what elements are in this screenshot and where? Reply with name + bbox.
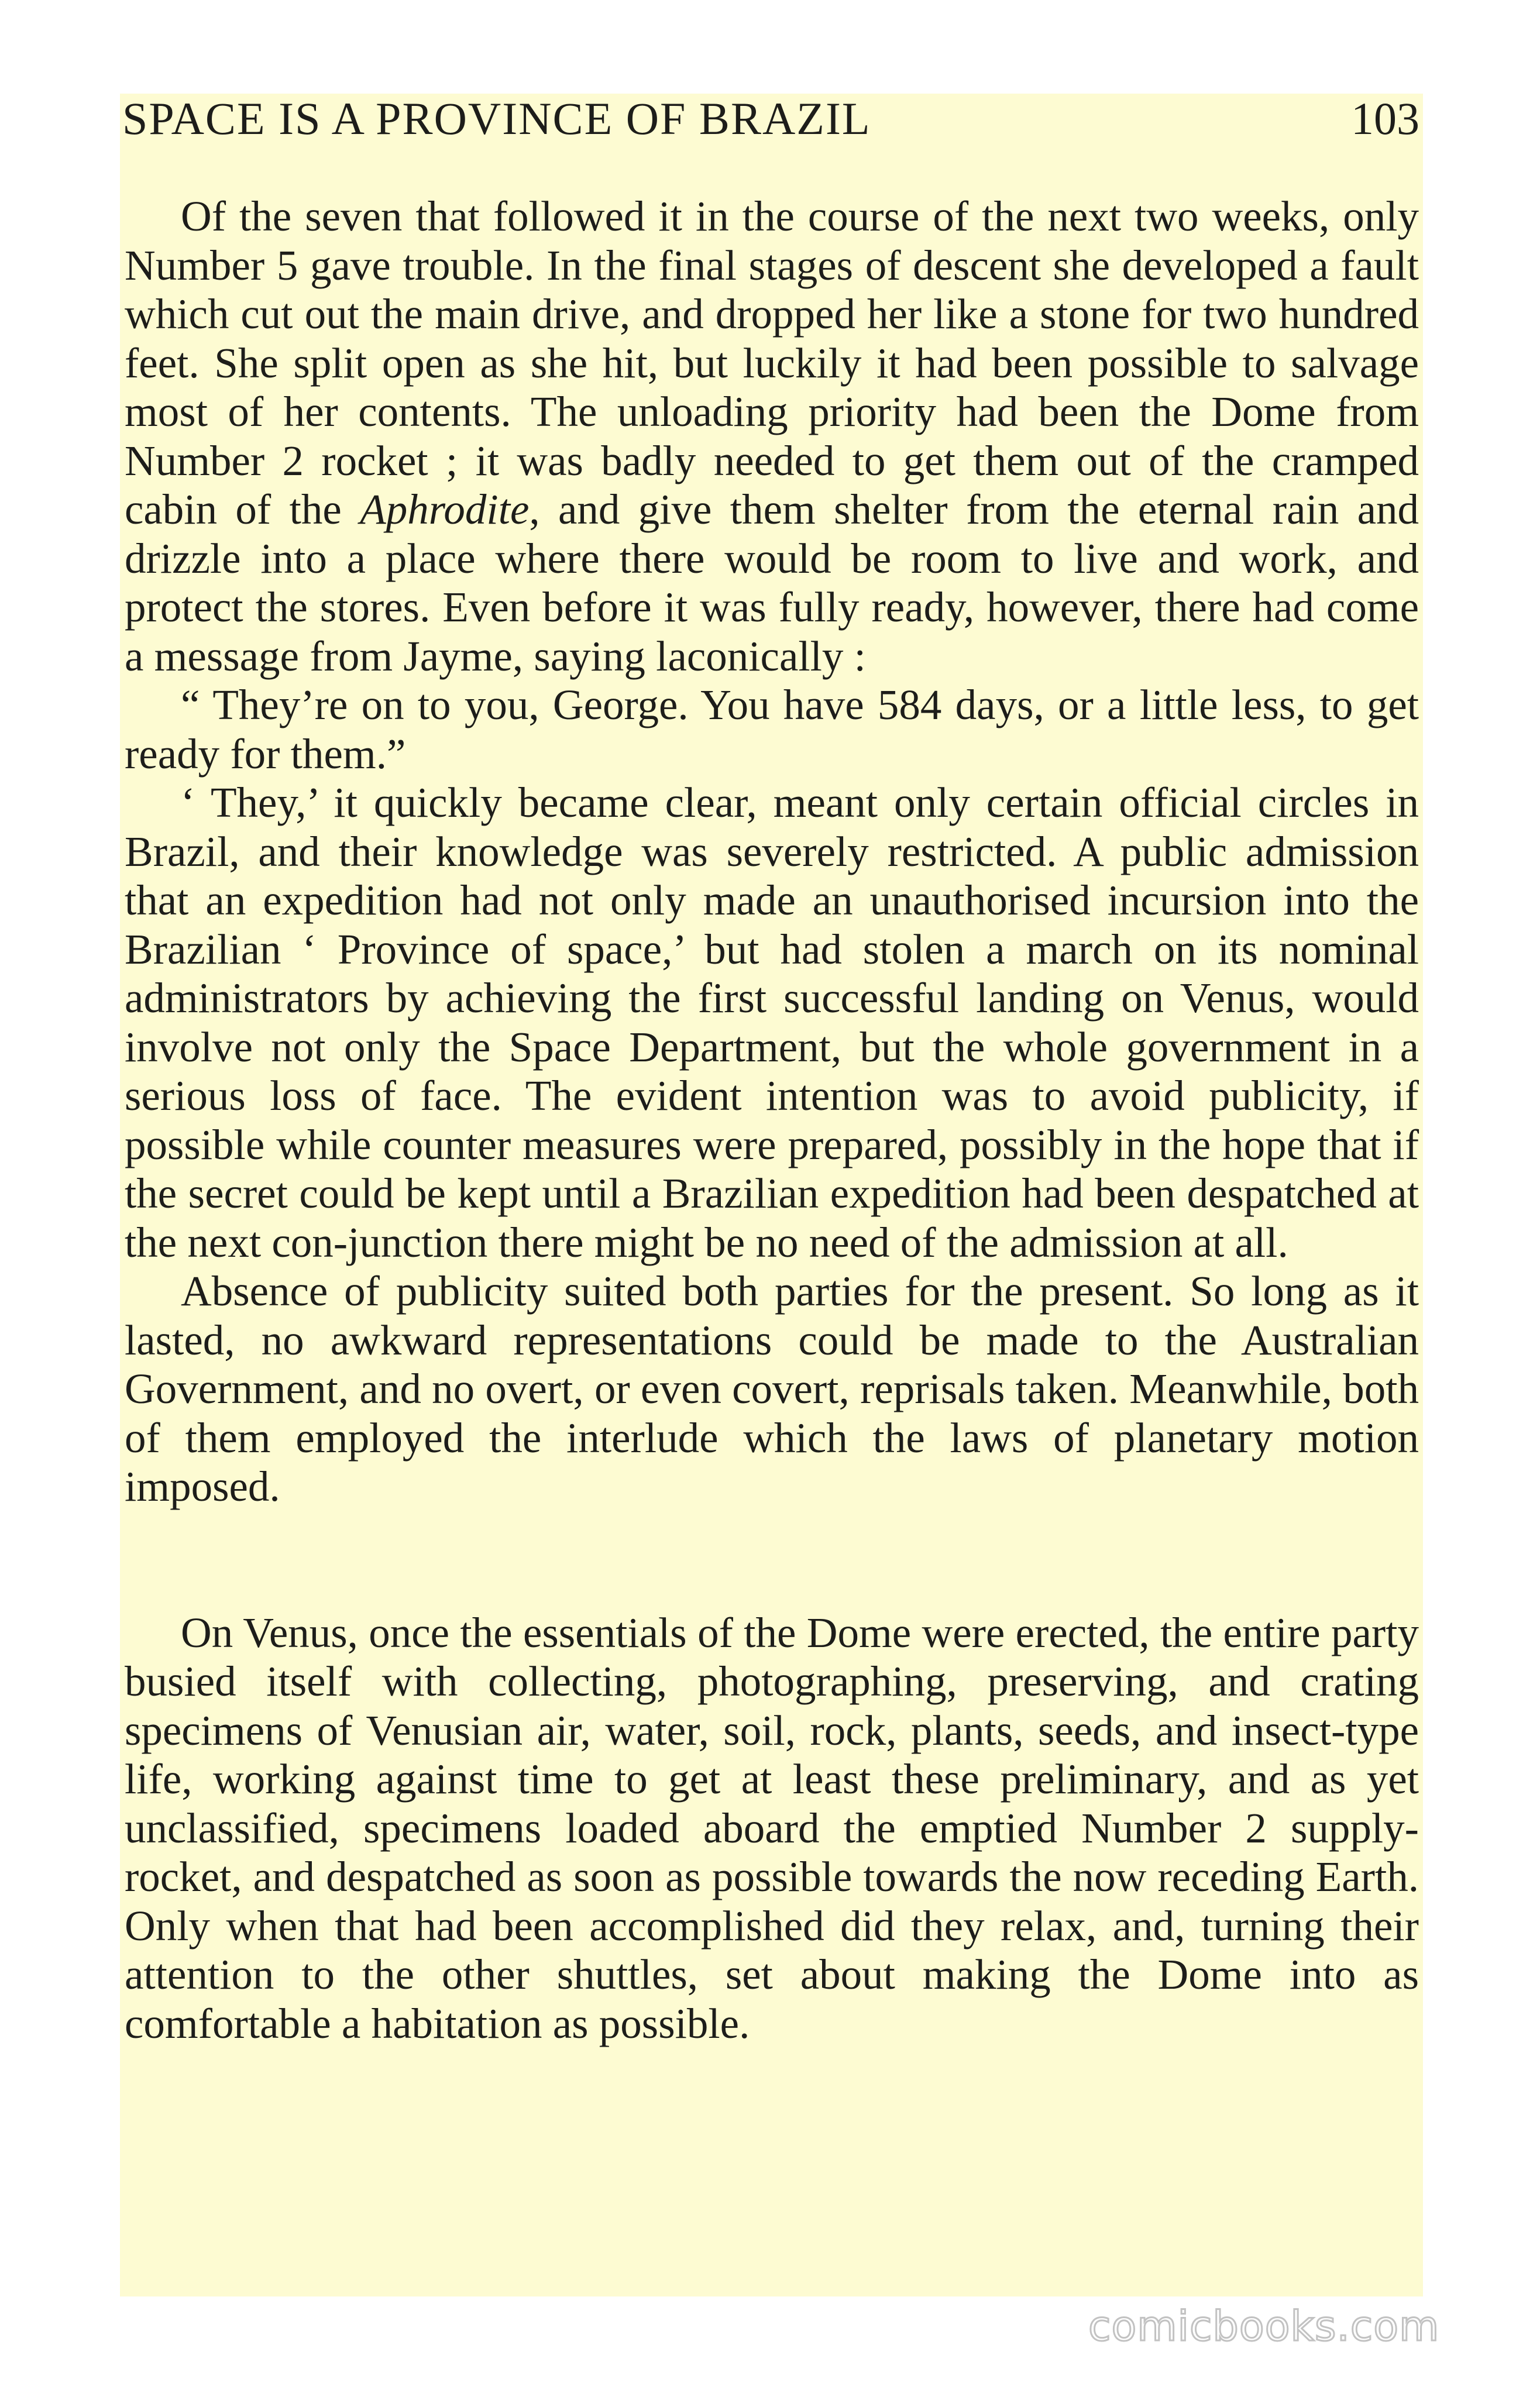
running-title: SPACE IS A PROVINCE OF BRAZIL: [122, 93, 871, 144]
page-number: 103: [1351, 93, 1419, 144]
paragraph-2-quote: “ They’re on to you, George. You have 584 days, or a little less, to get ready for them.”: [125, 681, 1419, 778]
paragraph-3: ‘ They,’ it quickly became clear, meant only certain official circles in Brazil, and their knowledge was severely restricted. A public admission that an expedition had not only made an unauthorised incursion into the Brazilian ‘ Province of space,’ but had stolen a march on its nominal administrators by achieving the first successful landing on Venus, would involve not only the Space Department, but the whole government in a serious loss of face. The evident intention was to avoid publicity, if possible while counter measures were prepared, possibly in the hope that if the secret could be kept until a Brazilian expedition had been despatched at the next con-junction there might be no need of the admission at all.: [125, 779, 1419, 1266]
paragraph-1-text-a: Of the seven that followed it in the course of the next two weeks, only Number 5 gave trouble. In the final stages of descent she developed a fault which cut out the main drive, and dropped her like a stone for two hundred feet. She split open as she hit, but luckily it had been possible to salvage most of her contents. The unloading priority had been the Dome from Number 2 rocket ; it was badly needed to get them out of the cramped cabin of the: [125, 192, 1419, 533]
paragraph-1-text-b: , and give them shelter from the eternal rain and drizzle into a place where there would be room to live and work, and protect the stores. Even before it was fully ready, however, there had come a message from Jayme, saying laconically :: [125, 486, 1419, 680]
watermark-text: comicbooks.com: [1088, 2302, 1440, 2350]
page-header: [120, 94, 1423, 164]
section-break: [125, 1511, 1419, 1608]
paragraph-1: [125, 192, 1419, 680]
body-text: [125, 192, 1419, 2048]
paragraph-5: On Venus, once the essentials of the Dome were erected, the entire party busied itself with collecting, photographing, preserving, and crating specimens of Venusian air, water, soil, rock, plants, seeds, and insect-type life, working against time to get at least these preliminary, and as yet unclassified, specimens loaded aboard the emptied Number 2 supply-rocket, and despatched as soon as possible towards the now receding Earth. Only when that had been accomplished did they relax, and, turning their attention to the other shuttles, set about making the Dome into as comfortable a habitation as possible.: [125, 1608, 1419, 2047]
book-page: [120, 94, 1423, 2296]
ship-name-italic: Aphrodite: [360, 486, 530, 533]
paragraph-4: Absence of publicity suited both parties for the present. So long as it lasted, no awkward representations could be made to the Australian Government, and no overt, or even covert, reprisals taken. Meanwhile, both of them employed the interlude which the laws of planetary motion imposed.: [125, 1267, 1419, 1510]
